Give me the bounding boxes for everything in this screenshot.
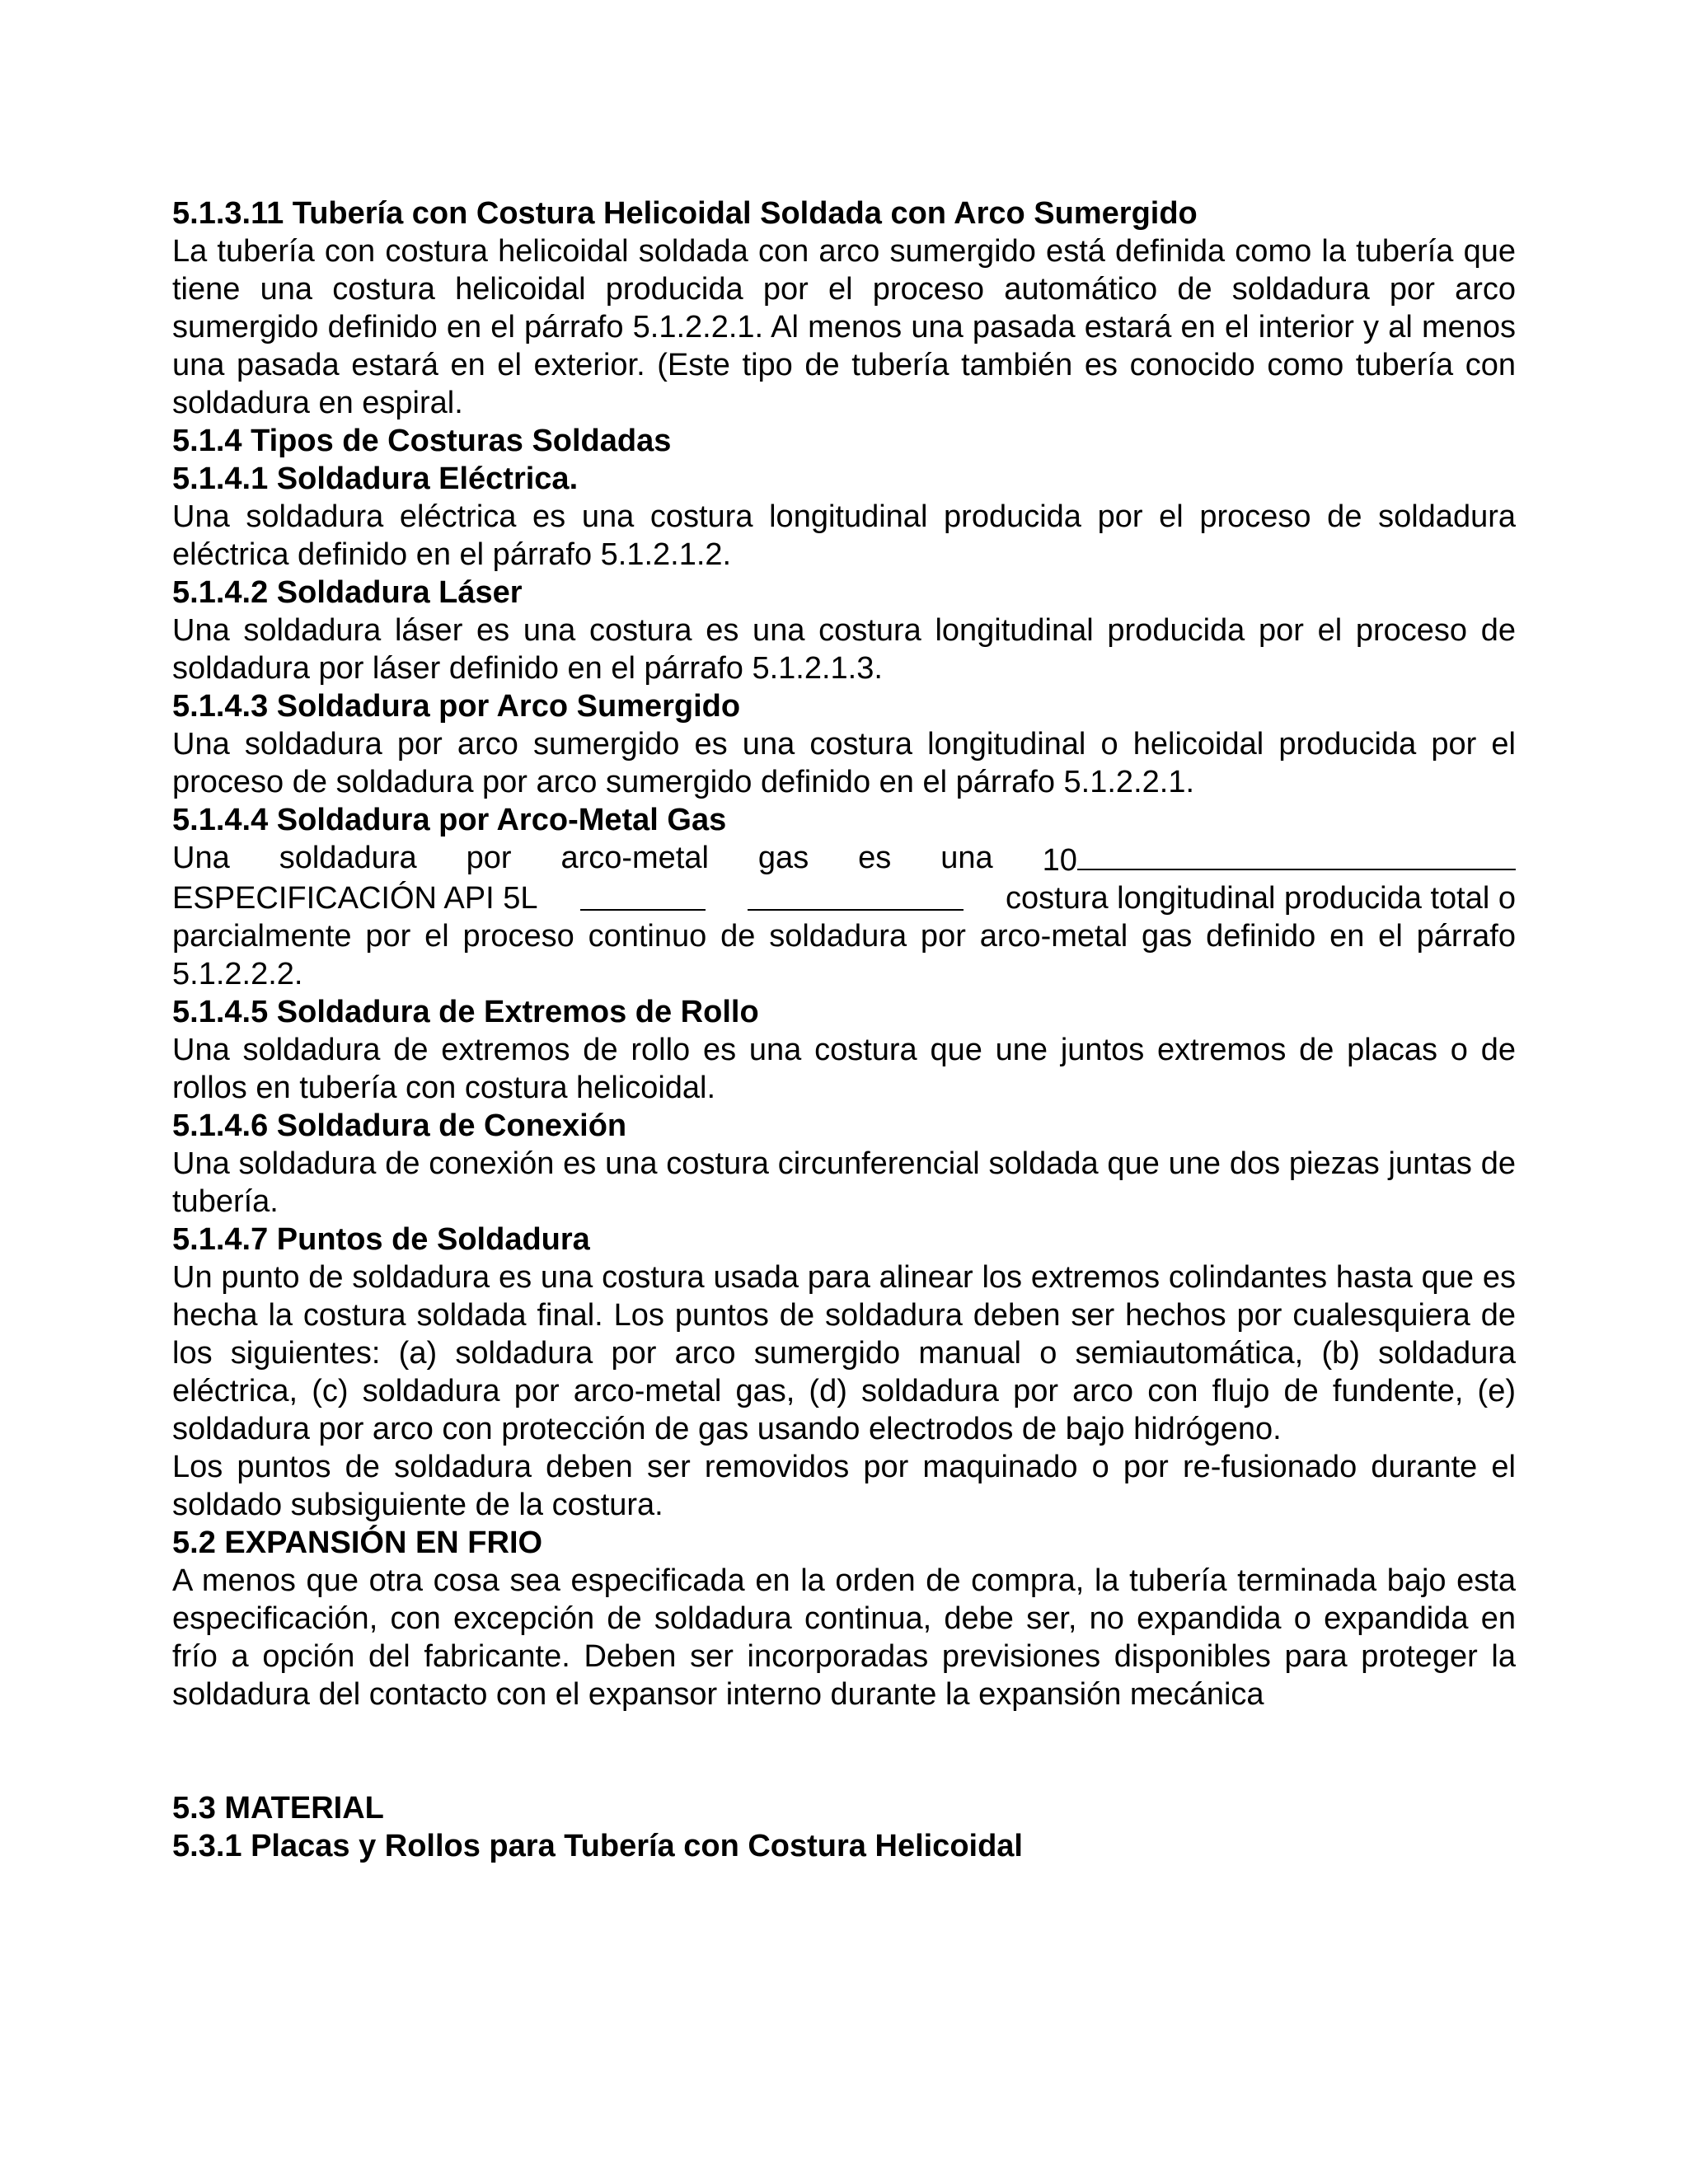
spacer — [172, 1713, 1516, 1789]
paragraph: Una soldadura de conexión es una costura circunferencial soldada que une dos piezas juntas de tubería. — [172, 1146, 1516, 1219]
paragraph: Los puntos de soldadura deben ser removidos por maquinado o por re-fusionado durante el soldado subsiguiente de la costura. — [172, 1450, 1516, 1522]
footer-rule — [748, 879, 964, 911]
paragraph: La tubería con costura helicoidal soldada con arco sumergido está definida como la tubería que tiene una costura helicoidal producida por el proceso automático de soldadura por arco sumergido definido en el párrafo 5.1.2.2.1. Al menos una pasada estará en el interior y al menos una pasada estará en el exterior. (Este tipo de tubería también es conocido como tubería con soldadura en espiral. — [172, 234, 1516, 420]
section-heading: 5.1.4.2 Soldadura Láser — [172, 575, 523, 610]
section-heading: 5.3.1 Placas y Rollos para Tubería con Costura Helicoidal — [172, 1829, 1023, 1863]
paragraph: Un punto de soldadura es una costura usada para alinear los extremos colindantes hasta que es hecha la costura soldada final. Los puntos de soldadura deben ser hechos por cualesquiera de los siguientes: (a) soldadura por arco sumergido manual o semiautomática, (b) soldadura eléctrica, (c) soldadura por arco-metal gas, (d) soldadura por arco con flujo de fundente, (e) soldadura por arco con protección de gas usando electrodos de bajo hidrógeno. — [172, 1260, 1516, 1446]
section-heading: 5.1.4 Tipos de Costuras Soldadas — [172, 424, 672, 458]
section-heading: 5.1.4.7 Puntos de Soldadura — [172, 1222, 590, 1257]
arco-metal-line-1 — [172, 839, 1516, 879]
word: gas — [757, 841, 809, 875]
footer-spec-label: ESPECIFICACIÓN API 5L — [172, 881, 538, 916]
word: por — [466, 841, 512, 875]
footer-rule — [1077, 839, 1516, 870]
word: una — [940, 841, 993, 875]
word: es — [858, 841, 892, 875]
word: soldadura — [279, 841, 417, 875]
section-heading: 5.2 EXPANSIÓN EN FRIO — [172, 1526, 543, 1560]
footer-rule — [580, 879, 706, 911]
section-heading: 5.1.4.6 Soldadura de Conexión — [172, 1108, 627, 1143]
document-page — [172, 194, 1516, 1865]
paragraph-fragment: costura longitudinal producida total o — [1006, 881, 1516, 916]
section-heading: 5.3 MATERIAL — [172, 1791, 384, 1825]
word: Una — [172, 841, 230, 875]
paragraph: parcialmente por el proceso continuo de soldadura por arco-metal gas definido en el párrafo 5.1.2.2.2. — [172, 919, 1516, 991]
page-number-footer — [1043, 839, 1516, 879]
word: arco-metal — [560, 841, 709, 875]
section-heading: 5.1.4.3 Soldadura por Arco Sumergido — [172, 689, 741, 724]
section-heading: 5.1.4.5 Soldadura de Extremos de Rollo — [172, 995, 759, 1029]
arco-metal-line-2 — [172, 879, 1516, 917]
paragraph: Una soldadura por arco sumergido es una costura longitudinal o helicoidal producida por el proceso de soldadura por arco sumergido definido en el párrafo 5.1.2.2.1. — [172, 727, 1516, 799]
section-heading: 5.1.3.11 Tubería con Costura Helicoidal Soldada con Arco Sumergido — [172, 196, 1198, 231]
section-heading: 5.1.4.4 Soldadura por Arco-Metal Gas — [172, 803, 727, 837]
section-heading: 5.1.4.1 Soldadura Eléctrica. — [172, 462, 579, 496]
paragraph: Una soldadura eléctrica es una costura longitudinal producida por el proceso de soldadura eléctrica definido en el párrafo 5.1.2.1.2. — [172, 499, 1516, 572]
paragraph: A menos que otra cosa sea especificada en la orden de compra, la tubería terminada bajo esta especificación, con excepción de soldadura continua, debe ser, no expandida o expandida en frío a opción del fabricante. Deben ser incorporadas previsiones disponibles para proteger la soldadura del contacto con el expansor interno durante la expansión mecánica — [172, 1563, 1516, 1712]
paragraph: Una soldadura láser es una costura es una costura longitudinal producida por el proceso de soldadura por láser definido en el párrafo 5.1.2.1.3. — [172, 613, 1516, 686]
paragraph: Una soldadura de extremos de rollo es una costura que une juntos extremos de placas o de rollos en tubería con costura helicoidal. — [172, 1033, 1516, 1105]
page-number: 10 — [1042, 843, 1077, 878]
